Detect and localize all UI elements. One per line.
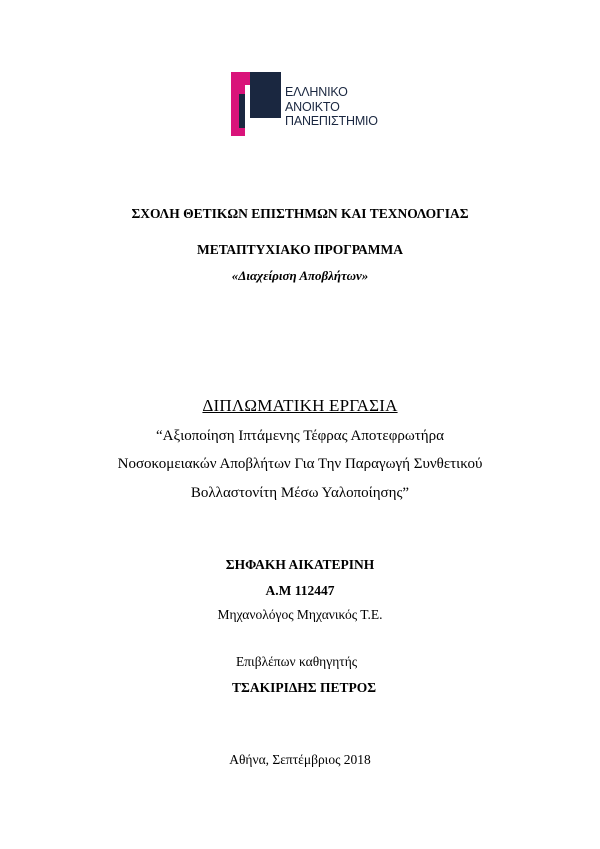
program-label: ΜΕΤΑΠΤΥΧΙΑΚΟ ΠΡΟΓΡΑΜΜΑ	[196, 242, 404, 257]
supervisor-name: ΤΣΑΚΙΡΙΔΗΣ ΠΕΤΡΟΣ	[232, 680, 377, 695]
logo-mark-icon	[231, 72, 281, 136]
university-logo	[231, 72, 411, 138]
supervisor-label: Επιβλέπων καθηγητής	[236, 654, 358, 669]
thesis-title-line: Νοσοκομειακών Αποβλήτων Για Την Παραγωγή Συνθετικού	[117, 456, 483, 472]
logo-line: ΕΛΛΗΝΙΚΟ	[285, 85, 348, 99]
thesis-label: ΔΙΠΛΩΜΑΤΙΚΗ ΕΡΓΑΣΙΑ	[202, 396, 398, 415]
thesis-title-line: “Αξιοποίηση Ιπτάμενης Τέφρας Αποτεφρωτήρα	[156, 428, 444, 444]
program-name: «Διαχείριση Αποβλήτων»	[231, 268, 369, 283]
student-id: Α.Μ 112447	[265, 583, 335, 598]
logo-text	[285, 85, 378, 129]
school-name: ΣΧΟΛΗ ΘΕΤΙΚΩΝ ΕΠΙΣΤΗΜΩΝ ΚΑΙ ΤΕΧΝΟΛΟΓΙΑΣ	[131, 206, 469, 221]
logo-line: ΠΑΝΕΠΙΣΤΗΜΙΟ	[285, 114, 378, 128]
author-profession: Μηχανολόγος Μηχανικός Τ.Ε.	[217, 607, 383, 622]
thesis-title-line: Βολλαστονίτη Μέσω Υαλοποίησης”	[190, 485, 410, 501]
place-date: Αθήνα, Σεπτέμβριος 2018	[229, 752, 371, 767]
logo-line: ΑΝΟΙΚΤΟ	[285, 99, 340, 114]
author-name: ΣΗΦΑΚΗ ΑΙΚΑΤΕΡΙΝΗ	[225, 557, 375, 572]
